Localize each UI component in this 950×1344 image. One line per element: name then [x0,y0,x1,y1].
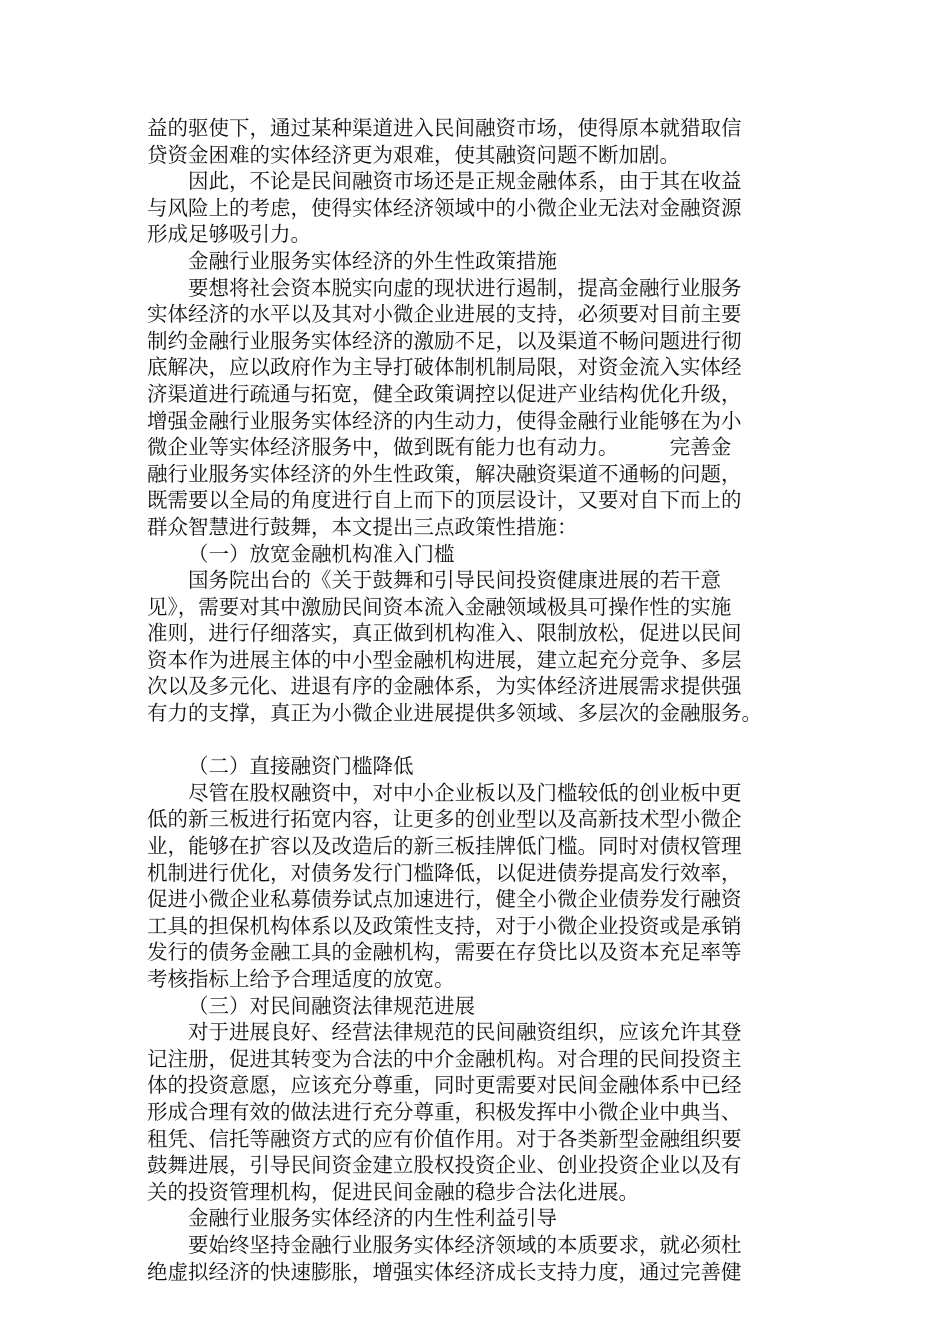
text-line: 机制进行优化，对债务发行门槛降低，以促进债券提高发行效率， [147,860,742,885]
text-line: 贷资金困难的实体经济更为艰难，使其融资问题不断加剧。 [147,142,680,167]
text-line: 制约金融行业服务实体经济的激励不足，以及渠道不畅问题进行彻 [147,328,742,353]
text-line: 金融行业服务实体经济的外生性政策措施 [188,248,557,273]
text-line: 准则，进行仔细落实，真正做到机构准入、限制放松，促进以民间 [147,621,742,646]
document-body [147,115,802,1285]
text-line: 考核指标上给予合理适度的放宽。 [147,967,455,991]
text-line: （一）放宽金融机构准入门槛 [188,541,455,566]
text-line: 促进小微企业私募债券试点加速进行，健全小微企业债券发行融资 [147,887,742,912]
text-line: 记注册，促进其转变为合法的中介金融机构。对合理的民间投资主 [147,1046,742,1071]
text-line: 群众智慧进行鼓舞，本文提出三点政策性措施： [147,514,578,539]
text-line: 微企业等实体经济服务中，做到既有能力也有动力。 完善金 [147,435,732,460]
text-line: 益的驱使下，通过某种渠道进入民间融资市场，使得原本就猎取信 [147,116,742,140]
text-line: 与风险上的考虑，使得实体经济领域中的小微企业无法对金融资源 [147,195,742,220]
text-line: 见》，需要对其中激励民间资本流入金融领域极具可操作性的实施 [147,594,732,619]
text-line: 工具的担保机构体系以及政策性支持，对于小微企业投资或是承销 [147,913,742,938]
text-line: 低的新三板进行拓宽内容，让更多的创业型以及高新技术型小微企 [147,807,742,832]
text-line: 尽管在股权融资中，对中小企业板以及门槛较低的创业板中更 [188,780,742,805]
text-line: 对于进展良好、经营法律规范的民间融资组织，应该允许其登 [188,1020,742,1045]
text-line: 次以及多元化、进退有序的金融体系，为实体经济进展需求提供强 [147,674,742,699]
text-line: 关的投资管理机构，促进民间金融的稳步合法化进展。 [147,1179,639,1204]
text-line: （三）对民间融资法律规范进展 [188,993,475,1018]
text-line: 底解决，应以政府作为主导打破体制机制局限，对资金流入实体经 [147,355,742,380]
text-line: 要始终坚持金融行业服务实体经济领域的本质要求，就必须杜 [188,1232,742,1257]
blank-line [147,727,802,754]
text-line: 形成合理有效的做法进行充分尊重，积极发挥中小微企业中典当、 [147,1099,742,1124]
text-line: 体的投资意愿，应该充分尊重，同时更需要对民间金融体系中已经 [147,1073,742,1098]
text-line: 因此，不论是民间融资市场还是正规金融体系，由于其在收益 [188,169,742,194]
text-line: 业，能够在扩容以及改造后的新三板挂牌低门槛。同时对债权管理 [147,834,742,859]
text-line: 国务院出台的《关于鼓舞和引导民间投资健康进展的若干意 [188,568,721,593]
text-line: 绝虚拟经济的快速膨胀，增强实体经济成长支持力度，通过完善健 [147,1259,742,1284]
text-line: 实体经济的水平以及其对小微企业进展的支持，必须要对目前主要 [147,302,742,327]
text-line: 发行的债务金融工具的金融机构，需要在存贷比以及资本充足率等 [147,940,742,965]
text-line: 资本作为进展主体的中小型金融机构进展，建立起充分竞争、多层 [147,647,742,672]
text-line: （二）直接融资门槛降低 [188,754,414,779]
text-line: 要想将社会资本脱实向虚的现状进行遏制，提高金融行业服务 [188,275,742,300]
text-line: 既需要以全局的角度进行自上而下的顶层设计，又要对自下而上的 [147,488,742,513]
text-line: 金融行业服务实体经济的内生性利益引导 [188,1206,557,1231]
text-line: 济渠道进行疏通与拓宽，健全政策调控以促进产业结构优化升级， [147,381,742,406]
text-line: 形成足够吸引力。 [147,222,311,247]
text-line: 有力的支撑，真正为小微企业进展提供多领域、多层次的金融服务。 [147,701,762,726]
text-line: 租凭、信托等融资方式的应有价值作用。对于各类新型金融组织要 [147,1126,742,1151]
text-line: 鼓舞进展，引导民间资金建立股权投资企业、创业投资企业以及有 [147,1153,742,1178]
text-line: 融行业服务实体经济的外生性政策，解决融资渠道不通畅的问题， [147,461,742,486]
text-line: 增强金融行业服务实体经济的内生动力，使得金融行业能够在为小 [147,408,742,433]
